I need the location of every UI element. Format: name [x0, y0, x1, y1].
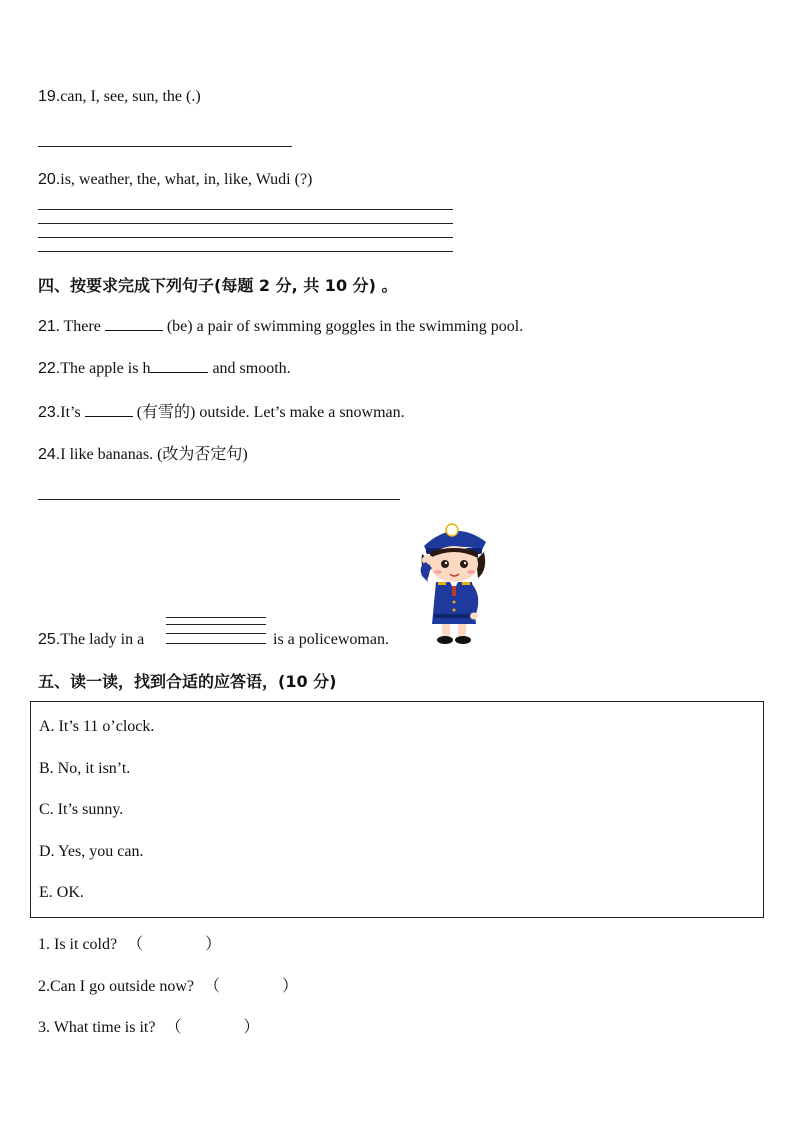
- question-25-after: is a policewoman.: [273, 631, 389, 648]
- match-question-1: [38, 931, 221, 954]
- policewoman-illustration: [414, 516, 494, 648]
- question-number: 19.: [38, 88, 61, 105]
- question-number: 23.: [38, 404, 61, 421]
- option-e: E. OK.: [39, 884, 84, 901]
- question-text-before: It’s: [60, 404, 85, 421]
- question-21: [38, 316, 523, 336]
- match-question-text: 3. What time is it?: [38, 1019, 156, 1036]
- question-text: can, I, see, sun, the (.): [60, 88, 201, 105]
- question-text-before: The lady in a: [60, 631, 145, 648]
- question-24: [38, 441, 248, 464]
- question-20: [38, 171, 312, 189]
- question-text-after: (有雪的) outside. Let’s make a snowman.: [132, 404, 405, 421]
- question-number: 20.: [38, 171, 61, 188]
- blank-21[interactable]: [105, 316, 163, 331]
- question-text-before: The apple is h: [60, 360, 151, 377]
- question-text-after: and smooth.: [208, 360, 291, 377]
- question-text-before: . There: [55, 318, 105, 335]
- answer-line-20b[interactable]: [38, 223, 453, 224]
- question-23: [38, 399, 405, 422]
- close-paren: ）: [243, 1019, 260, 1036]
- question-text: is, weather, the, what, in, like, Wudi (?): [60, 171, 313, 188]
- answer-options-box: [30, 701, 764, 918]
- section-5-title: 五、读一读，找到合适的应答语，(10 分): [38, 672, 337, 691]
- blank-22[interactable]: [150, 358, 208, 373]
- answer-line-20c[interactable]: [38, 237, 453, 238]
- answer-line-19[interactable]: [38, 146, 292, 147]
- open-paren: （: [127, 936, 144, 953]
- question-19: [38, 88, 201, 106]
- answer-line-25a[interactable]: [166, 617, 266, 618]
- answer-line-25c[interactable]: [166, 633, 266, 634]
- question-number: 24.: [38, 446, 61, 463]
- answer-line-25b[interactable]: [166, 624, 266, 625]
- close-paren: ）: [205, 936, 222, 953]
- option-c: C. It’s sunny.: [39, 801, 124, 818]
- option-d: D. Yes, you can.: [39, 843, 144, 860]
- option-b: B. No, it isn’t.: [39, 760, 131, 777]
- match-question-text: 2.Can I go outside now?: [38, 978, 194, 995]
- answer-line-24[interactable]: [38, 499, 400, 500]
- question-text-after: (be) a pair of swimming goggles in the swimming pool.: [162, 318, 524, 335]
- section-4-title: 四、按要求完成下列句子(每题 2 分, 共 10 分) 。: [38, 276, 398, 295]
- open-paren: （: [165, 1019, 182, 1036]
- blank-23[interactable]: [85, 402, 133, 417]
- match-question-text: 1. Is it cold?: [38, 936, 118, 953]
- answer-line-25d[interactable]: [166, 643, 266, 644]
- question-number: 25.: [38, 631, 61, 648]
- close-paren: ）: [282, 978, 299, 995]
- open-paren: （: [203, 978, 220, 995]
- match-question-2: [38, 973, 298, 996]
- match-question-3: [38, 1014, 260, 1037]
- question-text: I like bananas. (改为否定句): [60, 446, 248, 463]
- question-number: 22.: [38, 360, 61, 377]
- question-22: [38, 358, 291, 378]
- question-25: [38, 631, 144, 649]
- option-a: A. It’s 11 o’clock.: [39, 718, 155, 735]
- answer-line-20a[interactable]: [38, 209, 453, 210]
- answer-line-20d[interactable]: [38, 251, 453, 252]
- question-number: 21: [38, 318, 56, 335]
